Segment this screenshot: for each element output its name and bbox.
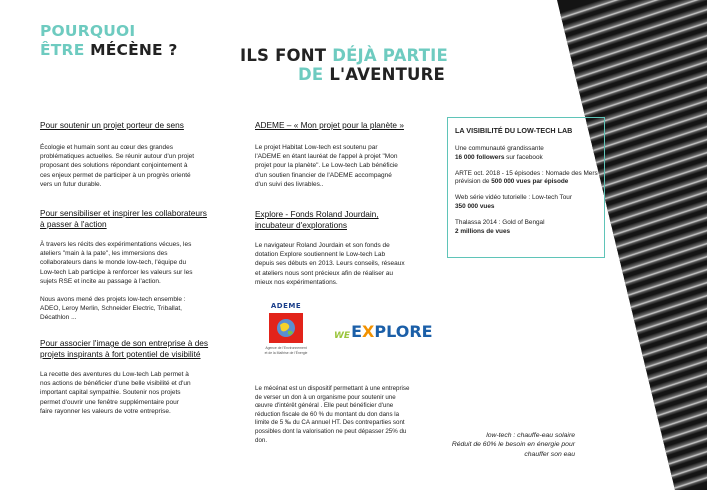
explore-logo <box>334 321 433 341</box>
ademe-logo <box>258 302 314 355</box>
left-heading <box>40 22 178 60</box>
section-body: Le navigateur Roland Jourdain et son fonds de dotation Explore soutiennent le Low-tech Lab depuis ses débuts en 2013. Leurs conseils, réseaux et ateliers nous sont précieux afin de réaliser au mieux nos expérimentations. <box>255 242 405 286</box>
visibility-item: ARTE oct. 2018 - 15 épisodes : Nomade des Mers prévision de 500 000 vues par épisode <box>455 169 598 186</box>
visibility-item: Thalassa 2014 : Gold of Bengal 2 millions de vues <box>455 218 545 235</box>
mecenat-note: Le mécénat est un dispositif permettant à une entreprise de verser un don à un organisme pour soutenir une œuvre d'intérêt général . Elle peut bénéficier d'une réduction fiscale de 60 % du montant du don dans la limite de 5 ‰ du CA annuel HT. Des contreparties sont possibles dont la valorisation ne peut dépasser 25% du don. <box>255 385 410 444</box>
section-body: Écologie et humain sont au cœur des grandes problématiques actuelles. Se réunir autour d'un projet proposant des solutions répondant conjointement à ces enjeux permet de participer à un progrès orienté vers un futur durable. <box>40 144 195 188</box>
left-section-2 <box>40 208 235 323</box>
section-title: Pour soutenir un projet porteur de sens <box>40 120 184 130</box>
section-title: Pour associer l'image de son entreprise à des projets inspirants à fort potentiel de visibilité <box>40 338 209 359</box>
left-section-1 <box>40 120 235 189</box>
section-title: ADEME – « Mon projet pour la planète » <box>255 120 404 130</box>
section-body: À travers les récits des expérimentations vécues, les ateliers "main à la pate", les immersions des collaborateurs dans le monde low-tech, l'équipe du Low-tech Lab participe à renforcer les valeurs sur les sujets RSE et incite au passage à l'action. Nous avons mené des projets low-tech ensemble : ADEO, Leroy Merlin, Schneider Electric, Triballat, Décathlon ... <box>40 241 193 322</box>
photo-caption: low-tech : chauffe-eau solaire Réduit de 60% le besoin en énergie pour chauffer son eau <box>451 432 575 458</box>
explore-section <box>255 209 440 287</box>
explore-logo-we: WE <box>334 331 351 341</box>
explore-logo-e: E <box>351 322 363 341</box>
page-number: 7 <box>646 434 651 443</box>
section-title: Explore - Fonds Roland Jourdain, incubateur d'explorations <box>255 209 379 230</box>
visibility-list <box>455 145 604 236</box>
visibility-box-title: LA VISIBILITÉ DU LOW-TECH LAB <box>455 126 573 135</box>
visibility-box <box>447 117 605 258</box>
left-heading-teal: ÊTRE <box>40 41 91 59</box>
left-heading-dark: MÉCÈNE ? <box>90 41 178 59</box>
center-heading <box>240 46 448 84</box>
center-heading-teal2: DE <box>298 65 330 84</box>
explore-logo-x: X <box>362 322 375 341</box>
section-title: Pour sensibiliser et inspirer les collaborateurs à passer à l'action <box>40 208 207 229</box>
globe-icon <box>269 313 303 343</box>
left-section-3 <box>40 338 240 416</box>
explore-logo-plore: PLORE <box>374 322 433 341</box>
ademe-section <box>255 120 440 189</box>
visibility-item: Une communauté grandissante 16 000 followers sur facebook <box>455 145 544 161</box>
center-heading-dark1: ILS FONT <box>240 46 333 65</box>
section-body: La recette des aventures du Low-tech Lab permet à nos actions de bénéficier d'une belle visibilité et d'un important capital sympathie. Soutenir nos projets permet d'ouvrir une fenêtre supplémentaire pour faire rayonner les valeurs de votre entreprise. <box>40 371 191 415</box>
left-heading-line1: POURQUOI <box>40 22 136 40</box>
section-body: Le projet Habitat Low-tech est soutenu par l'ADEME en étant lauréat de l'appel à projet "Mon projet pour la planète". Le Low-tech Lab bénéficie d'un soutien financier de l'ADEME accompagné d'un suivi des livrables.. <box>255 144 398 188</box>
ademe-logo-mark <box>269 313 303 343</box>
center-heading-teal1: DÉJÀ PARTIE <box>332 46 448 65</box>
ademe-logo-name: ADEME <box>270 302 302 310</box>
visibility-item: Web série vidéo tutorielle : Low-tech Tour 350 000 vues <box>455 194 572 210</box>
ademe-logo-caption: Agence de l'Environnement et de la Maîtrise de l'Énergie <box>264 346 308 355</box>
center-heading-dark2: L'AVENTURE <box>329 65 446 84</box>
